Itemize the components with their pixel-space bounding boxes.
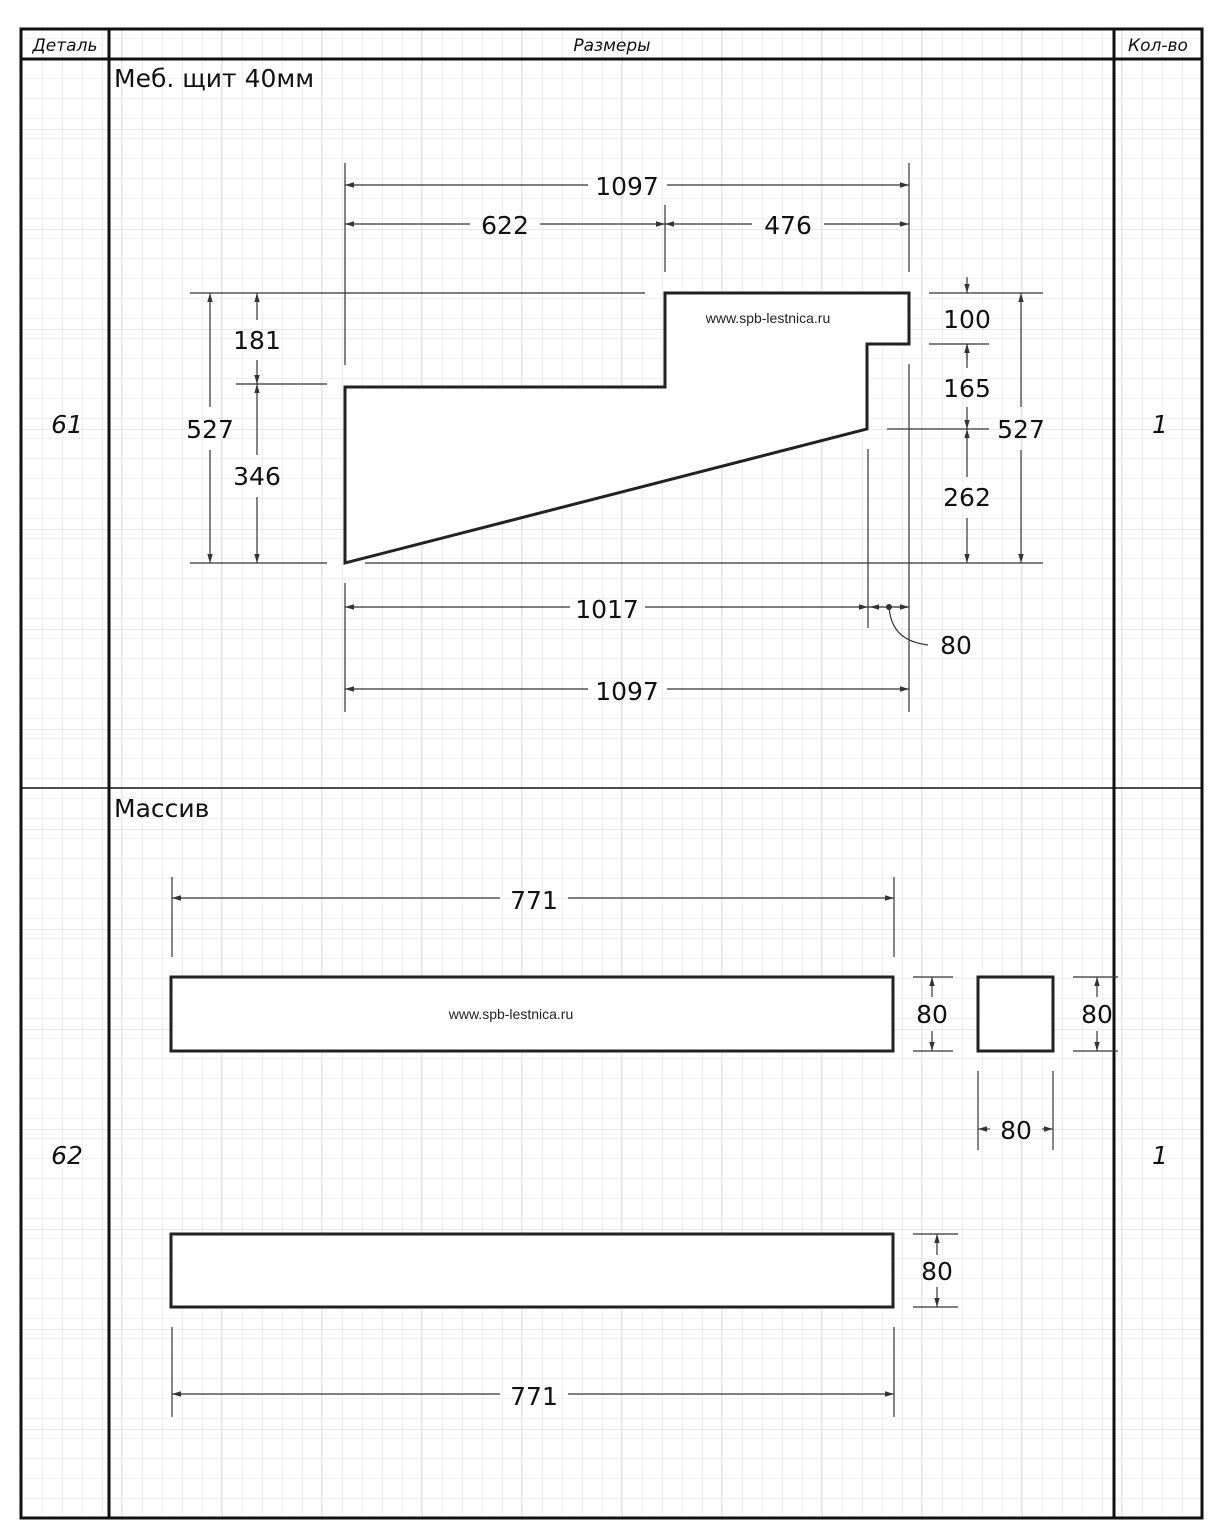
dim-label: 527 <box>997 415 1045 444</box>
dim-label: 80 <box>1081 1000 1113 1029</box>
header-quantity-label: Кол-во <box>1128 36 1188 56</box>
dim-label: 622 <box>481 211 529 240</box>
bar-part-outline <box>171 1234 893 1307</box>
dim-label: 100 <box>943 305 991 334</box>
dim-label: 771 <box>510 886 558 915</box>
dim-label: 181 <box>233 326 281 355</box>
dim-label: 165 <box>943 374 991 403</box>
header-part-label: Деталь <box>32 36 98 56</box>
part-material-title: Меб. щит 40мм <box>114 64 315 93</box>
watermark: www.spb-lestnica.ru <box>705 310 831 326</box>
part-material-title: Массив <box>114 794 210 823</box>
part-quantity: 1 <box>1152 1141 1168 1170</box>
dim-label: 80 <box>940 631 972 660</box>
dim-label: 527 <box>186 415 234 444</box>
header-dimensions-label: Размеры <box>573 36 651 56</box>
dim-label: 80 <box>921 1257 953 1286</box>
dim-label: 1017 <box>575 595 639 624</box>
dim-label: 80 <box>916 1000 948 1029</box>
part-number: 62 <box>51 1141 83 1170</box>
dim-label: 80 <box>1000 1116 1032 1145</box>
dim-label: 262 <box>943 483 991 512</box>
dim-label: 771 <box>510 1382 558 1411</box>
part-quantity: 1 <box>1152 410 1168 439</box>
dim-label: 476 <box>764 211 812 240</box>
dim-label: 1097 <box>595 677 659 706</box>
section-part-outline <box>978 977 1053 1051</box>
dim-label: 346 <box>233 462 281 491</box>
part-number: 61 <box>51 410 83 439</box>
dim-label: 1097 <box>595 172 659 201</box>
watermark: www.spb-lestnica.ru <box>448 1006 574 1022</box>
